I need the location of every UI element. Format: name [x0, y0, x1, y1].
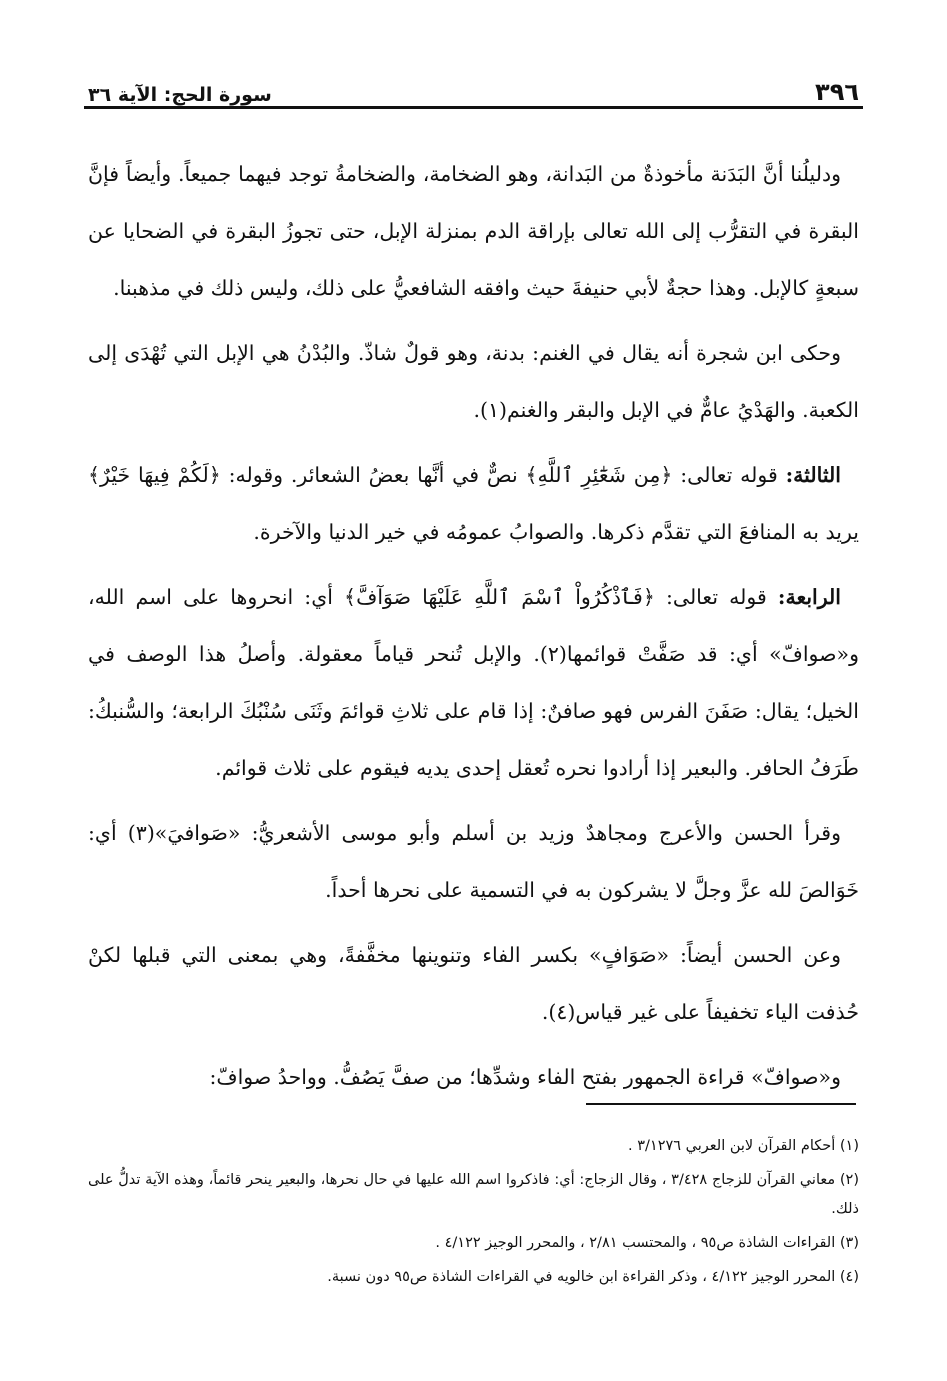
running-header — [88, 68, 859, 106]
paragraph-lead: الثالثة: — [785, 463, 841, 487]
paragraph — [88, 805, 859, 919]
paragraph — [88, 927, 859, 1041]
header-rule — [84, 106, 863, 109]
paragraph-text: و«صوافّ» قراءة الجمهور بفتح الفاء وشدِّها؛ من صفَّ يَصُفُّ. وواحدُ صوافّ: — [209, 1065, 841, 1089]
page-number: ٣٩٦ — [815, 78, 859, 106]
paragraph-text: قوله تعالى: ﴿فَٱذْكُرُواْ ٱسْمَ ٱللَّهِ عَلَيْهَا صَوَآفَّ﴾ أي: انحروها على اسم الله، و«صوافّ» أي: قد صَفَّتْ قوائمها(٢). والإبل تُنحر قياماً معقولة. وأصلُ هذا الوصف في الخيل؛ يقال: صَفَنَ الفرس فهو صافنٌ: إذا قام على ثلاثِ قوائمَ وثَنَى سُنْبُكَ الرابعة؛ والسُّنبكُ: طَرَفُ الحافر. والبعير إذا أرادوا نحره تُعقل إحدى يديه فيقوم على ثلاث قوائم. — [88, 585, 860, 780]
paragraph-text: ودليلُنا أنَّ البَدَنة مأخوذةٌ من البَدانة، وهو الضخامة، والضخامةُ توجد فيهما جميعاً. وأيضاً فإنَّ البقرة في التقرُّب إلى الله تعالى بإراقة الدم بمنزلة الإبل، حتى تجوزُ البقرة في الضحايا عن سبعةٍ كالإبل. وهذا حجةٌ لأبي حنيفةَ حيث وافقه الشافعيُّ على ذلك، وليس ذلك في مذهبنا. — [88, 162, 859, 300]
paragraph-text: وعن الحسن أيضاً: «صَوَافٍ» بكسر الفاء وتنوينها مخفَّفةً، وهي بمعنى التي قبلها لكنْ حُذفت الياء تخفيفاً على غير قياس(٤). — [88, 943, 859, 1024]
paragraph — [88, 325, 859, 439]
surah-title: سورة الحج: الآية ٣٦ — [88, 84, 272, 106]
main-text — [88, 146, 859, 1114]
paragraph — [88, 447, 859, 561]
footnote: (٣) القراءات الشاذة ص٩٥ ، والمحتسب ٢/٨١ ، والمحرر الوجيز ٤/١٢٢ . — [435, 1235, 859, 1251]
paragraph — [88, 569, 859, 797]
paragraph-text: قوله تعالى: ﴿مِن شَعَٰٓئِرِ ٱللَّهِ﴾ نصٌّ في أنَّها بعضُ الشعائر. وقوله: ﴿لَكُمْ فِيهَا خَيْرٌ﴾ يريد به المنافعَ التي تقدَّم ذكرها. والصوابُ عمومُه في خير الدنيا والآخرة. — [88, 463, 859, 544]
paragraph — [88, 1049, 859, 1106]
footnote-rule — [586, 1103, 856, 1105]
paragraph-text: وحكى ابن شجرة أنه يقال في الغنم: بدنة، وهو قولٌ شاذّ. والبُدْنُ هي الإبل التي تُهْدَى إلى الكعبة. والهَدْيُ عامٌّ في الإبل والبقر والغنم(١). — [88, 341, 859, 422]
footnotes — [88, 1132, 859, 1297]
paragraph — [88, 146, 859, 317]
paragraph-lead: الرابعة: — [777, 585, 841, 609]
footnote: (١) أحكام القرآن لابن العربي ٣/١٢٧٦ . — [628, 1138, 859, 1154]
footnote: (٢) معاني القرآن للزجاج ٣/٤٢٨ ، وقال الزجاج: أي: فاذكروا اسم الله عليها في حال نحرها، والبعير ينحر قائماً، وهذه الآية تدلُّ على ذلك. — [88, 1172, 859, 1217]
footnote: (٤) المحرر الوجيز ٤/١٢٢ ، وذكر القراءة ابن خالويه في القراءات الشاذة ص٩٥ دون نسبة. — [327, 1269, 859, 1285]
paragraph-text: وقرأ الحسن والأعرج ومجاهدٌ وزيد بن أسلم وأبو موسى الأشعريُّ: «صَوافيَ»(٣) أي: خَوَالصَ لله عزَّ وجلَّ لا يشركون به في التسمية على نحرها أحداً. — [88, 821, 859, 902]
